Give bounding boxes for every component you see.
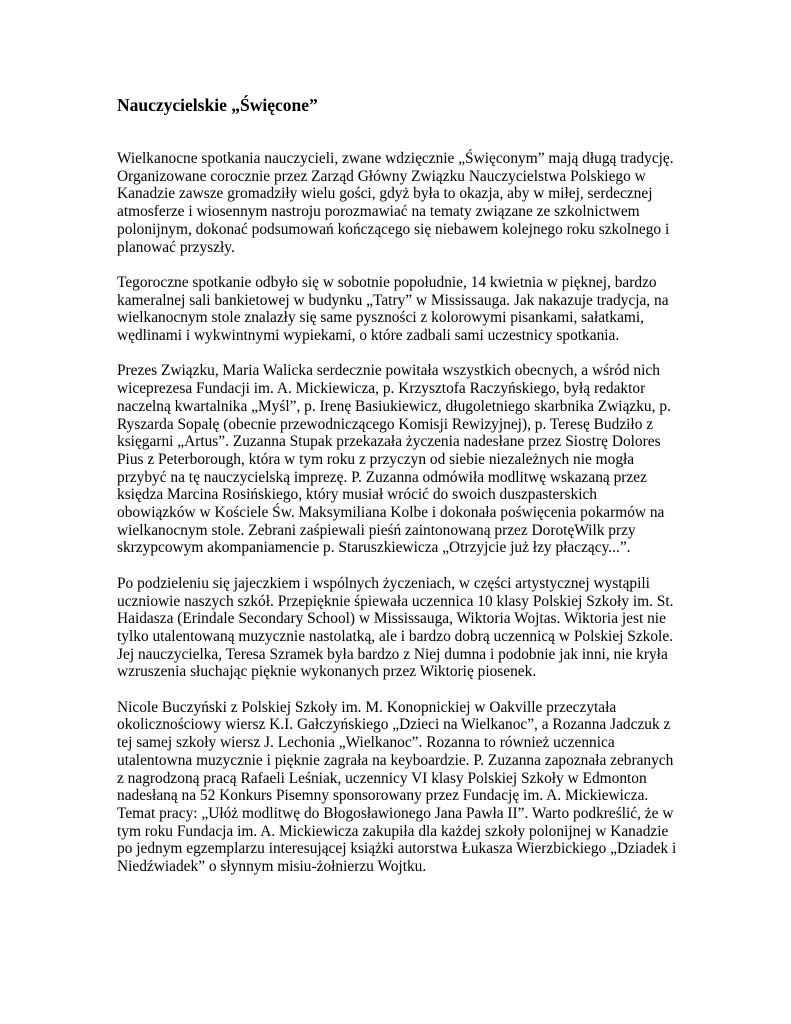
- document-body: [117, 94, 677, 893]
- paragraph-meeting: Tegoroczne spotkanie odbyło się w sobotnie popołudnie, 14 kwietnia w pięknej, bardzo kameralnej sali bankietowej w budynku „Tatry” w Mississauga. Jak nakazuje tradycja, na wielkanocnym stole znalazły się same pyszności z kolorowymi pisankami, sałatkami, wędlinami i wykwintnymi wypiekami, o które zadbali sami uczestnicy spotkania.: [117, 273, 669, 345]
- paragraph-performance: Po podzieleniu się jajeczkiem i wspólnych życzeniach, w części artystycznej wystąpili uczniowie naszych szkół. Przepięknie śpiewała uczennica 10 klasy Polskiej Szkoły im. St. Haidasza (Erindale Secondary School) w Mississauga, Wiktoria Wojtas. Wiktoria jest nie tylko utalentowaną muzycznie nastolatką, ale i bardzo dobrą uczennicą w Polskiej Szkole. Jej nauczycielka, Teresa Szramek była bardzo z Niej dumna i podobnie jak inni, nie kryła wzruszenia słuchając pięknie wykonanych przez Wiktorię piosenek.: [117, 574, 674, 681]
- paragraph-greetings: Prezes Związku, Maria Walicka serdecznie powitała wszystkich obecnych, a wśród nich wiceprezesa Fundacji im. A. Mickiewicza, p. Krzysztofa Raczyńskiego, byłą redaktor naczelną kwartalnika „Myśl”, p. Irenę Basiukiewicz, długoletniego skarbnika Związku, p. Ryszarda Sopalę (obecnie przewodniczącego Komisji Rewizyjnej), p. Teresę Budziło z księgarni „Artus”. Zuzanna Stupak przekazała życzenia nadesłane przez Siostrę Dolores Pius z Peterborough, która w tym roku z przyczyn od siebie niezależnych nie mogła przybyć na tę nauczycielską imprezę. P. Zuzanna odmówiła modlitwę wskazaną przez księdza Marcina Rosińskiego, który musiał wrócić do swoich duszpasterskich obowiązków w Kościele Św. Maksymiliana Kolbe i dokonała poświęcenia pokarmów na wielkanocnym stole. Zebrani zaśpiewali pieśń zaintonowaną przez DorotęWilk przy skrzypcowym akompaniamencie p. Staruszkiewicza „Otrzyjcie już łzy płaczący...”.: [117, 362, 671, 557]
- paragraph-poems: Nicole Buczyński z Polskiej Szkoły im. M. Konopnickiej w Oakville przeczytała okolicznościowy wiersz K.I. Gałczyńskiego „Dzieci na Wielkanoc”, a Rozanna Jadczuk z tej samej szkoły wiersz J. Lechonia „Wielkanoc”. Rozanna to również uczennica utalentowna muzycznie i pięknie zagrała na keyboardzie. P. Zuzanna zapoznała zebranych z nagrodzoną pracą Rafaeli Leśniak, uczennicy VI klasy Polskiej Szkoły w Edmonton nadesłaną na 52 Konkurs Pisemny sponsorowany przez Fundację im. A. Mickiewicza. Temat pracy: „Ułóż modlitwę do Błogosławionego Jana Pawła II”. Warto podkreślić, że w tym roku Fundacja im. A. Mickiewicza zakupiła dla każdej szkoły polonijnej w Kanadzie po jednym egzemplarzu interesującej książki autorstwa Łukasza Wierzbickiego „Dziadek i Niedźwiadek” o słynnym misiu-żołnierzu Wojtku.: [117, 698, 677, 876]
- document-title: Nauczycielskie „Święcone”: [117, 95, 318, 115]
- paragraph-intro: Wielkanocne spotkania nauczycieli, zwane wdzięcznie „Święconym” mają długą tradycję. Organizowane corocznie przez Zarząd Główny Związku Nauczycielstwa Polskiego w Kanadzie zawsze gromadziły wielu gości, gdyż była to okazja, aby w miłej, serdecznej atmosferze i wiosennym nastroju porozmawiać na tematy związane ze szkolnictwem polonijnym, dokonać podsumowań kończącego się niebawem kolejnego roku szkolnego i planować przyszły.: [117, 150, 674, 256]
